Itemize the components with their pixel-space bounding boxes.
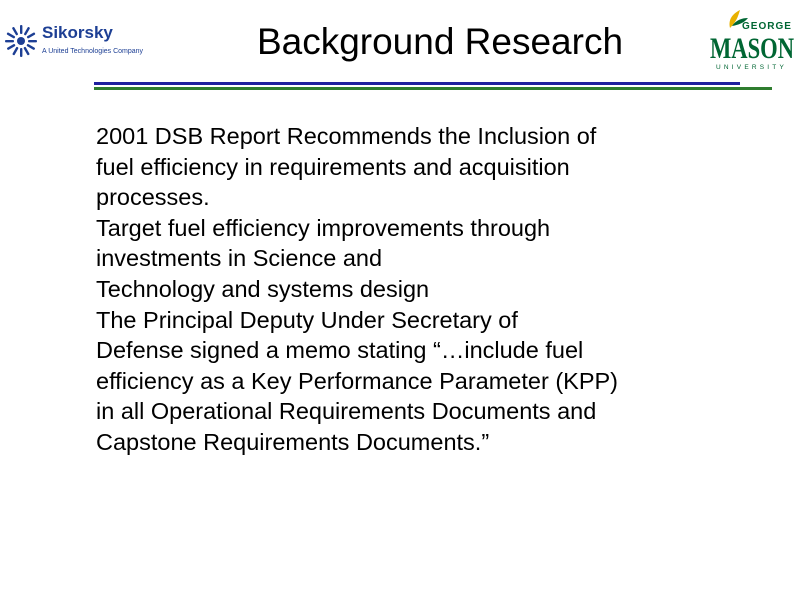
body-line: Defense signed a memo stating “…include fuel bbox=[96, 337, 584, 364]
title-rule-green bbox=[94, 87, 772, 90]
body-line: efficiency as a Key Performance Parameter (KPP) bbox=[96, 367, 619, 394]
body-line: investments in Science and bbox=[96, 245, 383, 272]
body-line: in all Operational Requirements Documents and bbox=[96, 398, 597, 425]
body-line: 2001 DSB Report Recommends the Inclusion of bbox=[96, 123, 597, 149]
mason-text: MASON bbox=[710, 32, 795, 65]
sikorsky-tagline: A United Technologies Company bbox=[42, 48, 144, 55]
george-mason-logo bbox=[706, 6, 796, 72]
george-text: GEORGE bbox=[742, 21, 792, 32]
slide-body bbox=[96, 121, 736, 458]
title-rule-blue bbox=[94, 82, 740, 85]
body-line: fuel efficiency in requirements and acquisition bbox=[96, 153, 570, 180]
sikorsky-brand-name: Sikorsky bbox=[42, 23, 113, 42]
body-line: The Principal Deputy Under Secretary of bbox=[96, 306, 518, 333]
body-line: Capstone Requirements Documents.” bbox=[96, 428, 490, 455]
university-text: UNIVERSITY bbox=[716, 64, 788, 71]
sikorsky-rotor-icon bbox=[4, 24, 38, 58]
sikorsky-logo bbox=[4, 14, 154, 62]
body-line: Technology and systems design bbox=[96, 275, 430, 302]
body-line: processes. bbox=[96, 184, 210, 211]
body-line: Target fuel efficiency improvements through bbox=[96, 214, 551, 241]
slide-title: Background Research bbox=[256, 21, 624, 62]
